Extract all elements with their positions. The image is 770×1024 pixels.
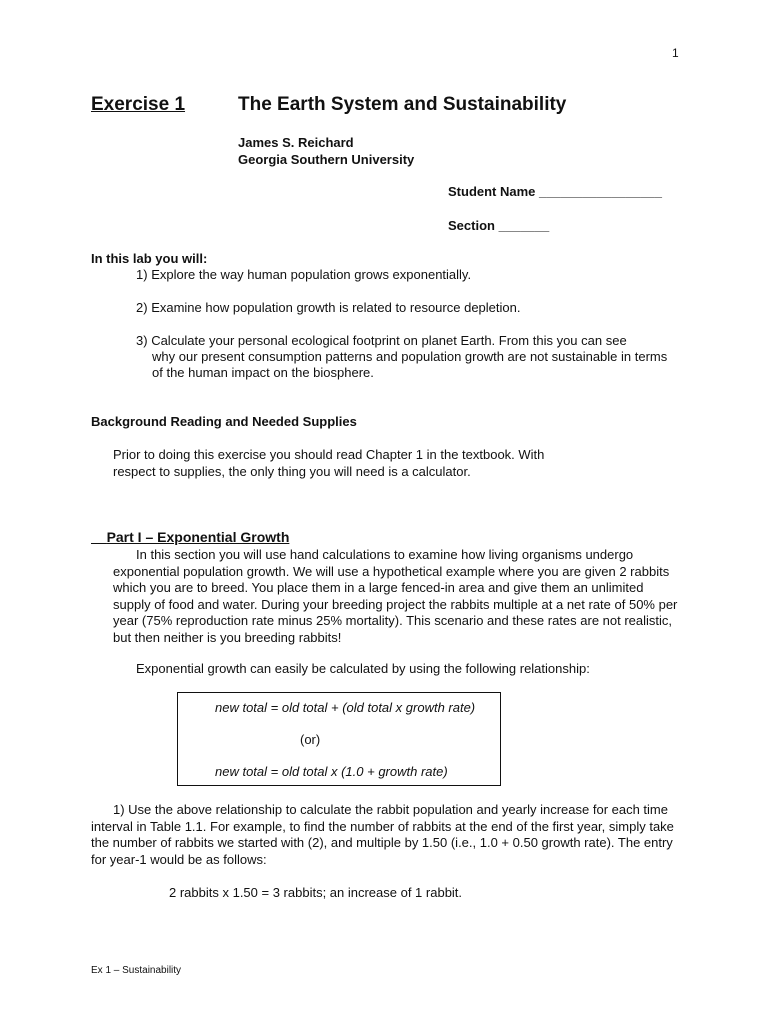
background-heading: Background Reading and Needed Supplies xyxy=(91,414,357,429)
student-name-field[interactable]: Student Name _________________ xyxy=(448,184,662,199)
goal-text-continued: why our present consumption patterns and population growth are not sustainable in terms of the human impact on the biosphere. xyxy=(152,349,668,380)
page-footer: Ex 1 – Sustainability xyxy=(91,965,182,976)
background-text: Prior to doing this exercise you should read Chapter 1 in the textbook. With respect to supplies, the only thing you will need is a calculator. xyxy=(113,447,545,479)
goal-item xyxy=(136,267,676,283)
formula-or: (or) xyxy=(300,732,321,747)
author-institution: Georgia Southern University xyxy=(238,152,415,167)
part1-heading-text: Part I – Exponential Growth xyxy=(106,529,290,545)
goal-item xyxy=(136,333,676,381)
goal-number: 1) xyxy=(136,267,148,282)
part1-paragraph xyxy=(113,547,683,646)
author-name: James S. Reichard xyxy=(238,135,354,150)
goal-item xyxy=(136,300,676,316)
page-number: 1 xyxy=(672,46,679,60)
growth-intro: Exponential growth can easily be calculated by using the following relationship: xyxy=(136,661,590,676)
example-calculation: 2 rabbits x 1.50 = 3 rabbits; an increase of 1 rabbit. xyxy=(169,885,463,900)
goal-number: 2) xyxy=(136,300,148,315)
goal-text: Calculate your personal ecological footprint on planet Earth. From this you can see xyxy=(151,333,627,348)
part1-paragraph-text: In this section you will use hand calculations to examine how living organisms undergo exponential population growth. We will use a hypothetical example where you are given 2 rabbits which you are to breed. You place them in a large fenced-in area and give them an unlimited supply of food and water. During your breeding project the rabbits multiple at a net rate of 50% per year (75% reproduction rate minus 25% mortality). This scenario and these rates are not realistic, but then neither is you breeding rabbits! xyxy=(113,547,678,645)
goal-number: 3) xyxy=(136,333,148,348)
exercise-title: The Earth System and Sustainability xyxy=(238,94,567,115)
exercise-label: Exercise 1 xyxy=(91,94,186,115)
formula-line-2: new total = old total x (1.0 + growth rate) xyxy=(215,764,448,779)
part1-heading xyxy=(91,529,289,545)
intro-heading: In this lab you will: xyxy=(91,251,208,266)
goal-text: Explore the way human population grows exponentially. xyxy=(151,267,472,282)
section-field[interactable]: Section _______ xyxy=(448,218,550,233)
formula-line-1: new total = old total + (old total x growth rate) xyxy=(215,700,476,715)
formula-box xyxy=(177,692,501,786)
question-1 xyxy=(91,802,691,868)
question-1-text: 1) Use the above relationship to calculate the rabbit population and yearly increase for each time interval in Table 1.1. For example, to find the number of rabbits at the end of the first year, simply take the number of rabbits we started with (2), and multiple by 1.50 (i.e., 1.0 + 0.50 growth rate). The entry for year-1 would be as follows: xyxy=(91,802,674,867)
goal-text: Examine how population growth is related to resource depletion. xyxy=(151,300,521,315)
